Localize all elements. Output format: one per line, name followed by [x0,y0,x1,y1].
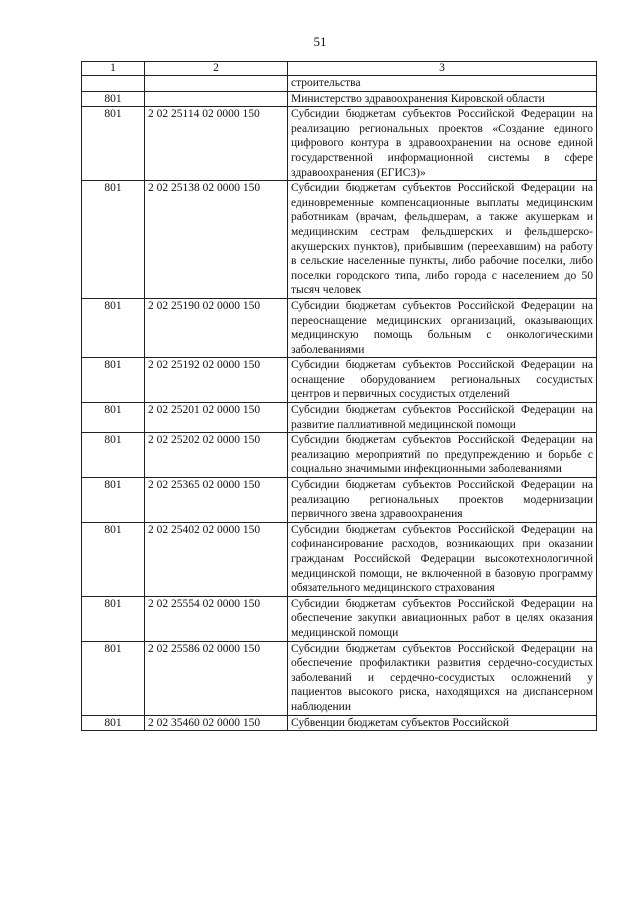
column-header-1: 1 [82,62,145,76]
budget-code-cell [145,76,288,92]
description-cell: Министерство здравоохранения Кировской области [288,91,597,107]
budget-code-cell: 2 02 35460 02 0000 150 [145,715,288,731]
description-cell: Субсидии бюджетам субъектов Российской Федерации на единовременные компенсационные выплаты медицинским работникам (врачам, фельдшерам, а также акушеркам и медицинским сестрам фельдшерских и фельдшерско-акушерских пунктов), прибывшим (переехавшим) на работу в сельские населенные пункты, либо рабочие поселки, либо поселки городского типа, либо города с населением до 50 тысяч человек [288,181,597,299]
admin-code-cell: 801 [82,478,145,523]
table-row [82,596,597,641]
admin-code-cell: 801 [82,181,145,299]
description-cell: Субсидии бюджетам субъектов Российской Федерации на развитие паллиативной медицинской помощи [288,403,597,433]
admin-code-cell: 801 [82,715,145,731]
budget-code-cell [145,91,288,107]
budget-code-cell: 2 02 25190 02 0000 150 [145,298,288,357]
admin-code-cell: 801 [82,91,145,107]
description-cell: строительства [288,76,597,92]
description-cell: Субсидии бюджетам субъектов Российской Федерации на обеспечение профилактики развития сердечно-сосудистых заболеваний и сердечно-сосудистых осложнений у пациентов высокого риска, находящихся на диспансерном наблюдении [288,641,597,715]
column-header-3: 3 [288,62,597,76]
budget-code-cell: 2 02 25586 02 0000 150 [145,641,288,715]
table-row [82,478,597,523]
table-row [82,715,597,731]
admin-code-cell: 801 [82,298,145,357]
admin-code-cell: 801 [82,433,145,478]
table-row [82,641,597,715]
table-row [82,91,597,107]
budget-table [81,61,597,731]
budget-code-cell: 2 02 25365 02 0000 150 [145,478,288,523]
table-row [82,403,597,433]
description-cell: Субвенции бюджетам субъектов Российской [288,715,597,731]
page-number: 51 [313,34,327,49]
budget-code-cell: 2 02 25192 02 0000 150 [145,358,288,403]
budget-code-cell: 2 02 25138 02 0000 150 [145,181,288,299]
admin-code-cell: 801 [82,641,145,715]
description-cell: Субсидии бюджетам субъектов Российской Федерации на софинансирование расходов, возникающих при оказании гражданам Российской Федерации высокотехнологичной медицинской помощи, не включенной в базовую программу обязательного медицинского страхования [288,522,597,596]
description-cell: Субсидии бюджетам субъектов Российской Федерации на реализацию региональных проектов модернизации первичного звена здравоохранения [288,478,597,523]
admin-code-cell [82,76,145,92]
table-row [82,522,597,596]
table-row [82,76,597,92]
admin-code-cell: 801 [82,358,145,403]
table-row [82,107,597,181]
table-row [82,181,597,299]
admin-code-cell: 801 [82,107,145,181]
table-row [82,298,597,357]
description-cell: Субсидии бюджетам субъектов Российской Федерации на оснащение оборудованием региональных сосудистых центров и первичных сосудистых отделений [288,358,597,403]
budget-code-cell: 2 02 25402 02 0000 150 [145,522,288,596]
description-cell: Субсидии бюджетам субъектов Российской Федерации на переоснащение медицинских организаций, оказывающих медицинскую помощь больным с онкологическими заболеваниями [288,298,597,357]
description-cell: Субсидии бюджетам субъектов Российской Федерации на реализацию региональных проектов «Создание единого цифрового контура в здравоохранении на основе единой государственной информационной системы в сфере здравоохранения (ЕГИСЗ)» [288,107,597,181]
admin-code-cell: 801 [82,403,145,433]
table-row [82,358,597,403]
header-row [82,62,597,76]
admin-code-cell: 801 [82,522,145,596]
table-row [82,433,597,478]
budget-code-cell: 2 02 25554 02 0000 150 [145,596,288,641]
description-cell: Субсидии бюджетам субъектов Российской Федерации на реализацию мероприятий по предупреждению и борьбе с социально значимыми инфекционными заболеваниями [288,433,597,478]
column-header-2: 2 [145,62,288,76]
budget-code-cell: 2 02 25202 02 0000 150 [145,433,288,478]
budget-code-cell: 2 02 25201 02 0000 150 [145,403,288,433]
budget-code-cell: 2 02 25114 02 0000 150 [145,107,288,181]
admin-code-cell: 801 [82,596,145,641]
description-cell: Субсидии бюджетам субъектов Российской Федерации на обеспечение закупки авиационных работ в целях оказания медицинской помощи [288,596,597,641]
